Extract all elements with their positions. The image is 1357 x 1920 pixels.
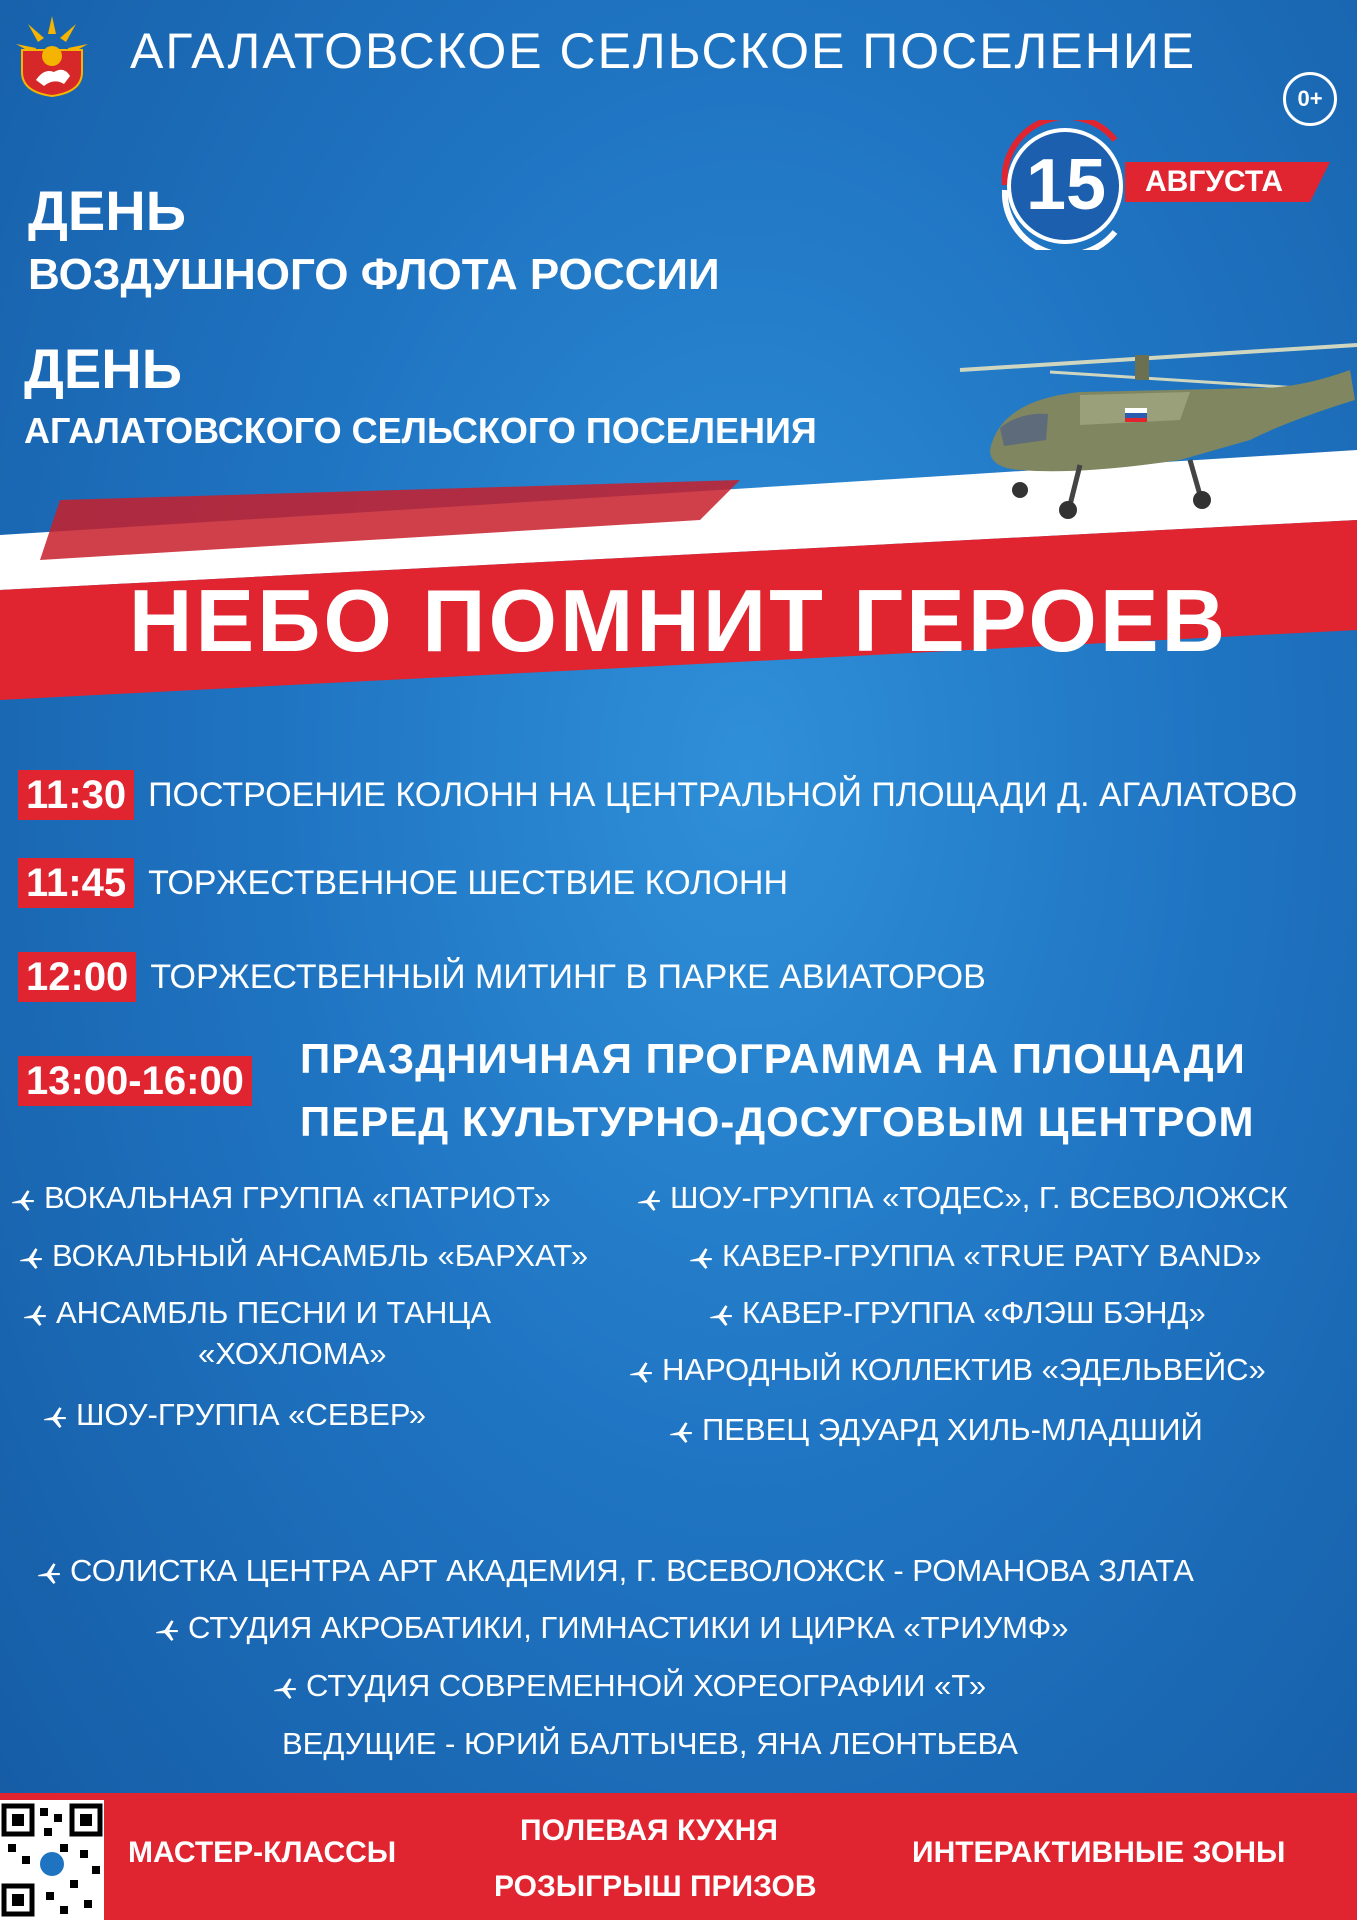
airplane-icon bbox=[10, 1185, 36, 1211]
hosts-label: ВЕДУЩИЕ - ЮРИЙ БАЛТЫЧЕВ, ЯНА ЛЕОНТЬЕВА bbox=[282, 1726, 1018, 1761]
performer-item bbox=[272, 1668, 986, 1704]
schedule-event: ПОСТРОЕНИЕ КОЛОНН НА ЦЕНТРАЛЬНОЙ ПЛОЩАДИ Д. АГАЛАТОВО bbox=[148, 775, 1298, 814]
performer-label: «ХОХЛОМА» bbox=[198, 1336, 387, 1371]
footer-item-field-kitchen: ПОЛЕВАЯ КУХНЯ bbox=[520, 1814, 778, 1847]
program-time-row bbox=[18, 1056, 252, 1106]
date-badge bbox=[985, 120, 1335, 250]
airplane-icon bbox=[636, 1185, 662, 1211]
performer-item bbox=[688, 1238, 1261, 1274]
schedule-event: ТОРЖЕСТВЕННОЕ ШЕСТВИЕ КОЛОНН bbox=[148, 863, 789, 902]
program-time: 13:00-16:00 bbox=[18, 1056, 252, 1106]
airplane-icon bbox=[272, 1673, 298, 1699]
performer-label: СТУДИЯ СОВРЕМЕННОЙ ХОРЕОГРАФИИ «Т» bbox=[306, 1668, 987, 1703]
date-month: АВГУСТА bbox=[1145, 165, 1284, 198]
footer-item-prize-draw: РОЗЫГРЫШ ПРИЗОВ bbox=[494, 1870, 817, 1903]
performer-item bbox=[42, 1397, 426, 1433]
airplane-icon bbox=[668, 1417, 694, 1443]
schedule-row bbox=[18, 952, 986, 1002]
slogan: НЕБО ПОМНИТ ГЕРОЕВ bbox=[128, 571, 1229, 670]
performer-label: ПЕВЕЦ ЭДУАРД ХИЛЬ-МЛАДШИЙ bbox=[702, 1412, 1203, 1447]
performer-label: ВОКАЛЬНЫЙ АНСАМБЛЬ «БАРХАТ» bbox=[52, 1238, 589, 1273]
airplane-icon bbox=[708, 1300, 734, 1326]
performer-item bbox=[668, 1412, 1203, 1448]
title-line-4: АГАЛАТОВСКОГО СЕЛЬСКОГО ПОСЕЛЕНИЯ bbox=[24, 410, 817, 451]
airplane-icon bbox=[154, 1615, 180, 1641]
performer-item bbox=[636, 1180, 1288, 1216]
coat-of-arms-icon bbox=[14, 14, 90, 98]
performer-label: ВОКАЛЬНАЯ ГРУППА «ПАТРИОТ» bbox=[44, 1180, 551, 1215]
qr-code-icon[interactable] bbox=[0, 1800, 104, 1920]
performer-item bbox=[708, 1295, 1206, 1331]
schedule-event: ТОРЖЕСТВЕННЫЙ МИТИНГ В ПАРКЕ АВИАТОРОВ bbox=[150, 957, 986, 996]
schedule-time: 11:30 bbox=[18, 770, 134, 820]
schedule-time: 11:45 bbox=[18, 858, 134, 908]
footer-item-interactive-zones: ИНТЕРАКТИВНЫЕ ЗОНЫ bbox=[912, 1836, 1286, 1869]
performer-item-continued bbox=[198, 1336, 386, 1372]
performer-item bbox=[154, 1610, 1068, 1646]
title-line-1: ДЕНЬ bbox=[28, 179, 186, 242]
airplane-icon bbox=[22, 1300, 48, 1326]
airplane-icon bbox=[628, 1357, 654, 1383]
performer-label: КАВЕР-ГРУППА «ФЛЭШ БЭНД» bbox=[742, 1295, 1206, 1330]
settlement-title: АГАЛАТОВСКОЕ СЕЛЬСКОЕ ПОСЕЛЕНИЕ bbox=[130, 23, 1197, 79]
program-title-line-2: ПЕРЕД КУЛЬТУРНО-ДОСУГОВЫМ ЦЕНТРОМ bbox=[300, 1098, 1255, 1145]
schedule-row bbox=[18, 770, 1297, 820]
airplane-icon bbox=[18, 1243, 44, 1269]
performer-label: СТУДИЯ АКРОБАТИКИ, ГИМНАСТИКИ И ЦИРКА «ТРИУМФ» bbox=[188, 1610, 1069, 1645]
performer-label: АНСАМБЛЬ ПЕСНИ И ТАНЦА bbox=[56, 1295, 492, 1330]
title-line-2: ВОЗДУШНОГО ФЛОТА РОССИИ bbox=[28, 250, 720, 299]
schedule-time: 12:00 bbox=[18, 952, 136, 1002]
performer-item bbox=[22, 1295, 491, 1331]
airplane-icon bbox=[36, 1558, 62, 1584]
performer-item bbox=[36, 1553, 1194, 1589]
program-title-line-1: ПРАЗДНИЧНАЯ ПРОГРАММА НА ПЛОЩАДИ bbox=[300, 1035, 1246, 1082]
date-day: 15 bbox=[1025, 145, 1107, 225]
performer-label: ШОУ-ГРУППА «ТОДЕС», Г. ВСЕВОЛОЖСК bbox=[670, 1180, 1288, 1215]
performer-label: СОЛИСТКА ЦЕНТРА АРТ АКАДЕМИЯ, Г. ВСЕВОЛОЖСК - РОМАНОВА ЗЛАТА bbox=[70, 1553, 1194, 1588]
performer-item bbox=[18, 1238, 588, 1274]
performer-label: НАРОДНЫЙ КОЛЛЕКТИВ «ЭДЕЛЬВЕЙС» bbox=[662, 1352, 1266, 1387]
helicopter-icon bbox=[930, 300, 1357, 530]
performer-item bbox=[628, 1352, 1266, 1388]
performer-label: КАВЕР-ГРУППА «TRUE PATY BAND» bbox=[722, 1238, 1262, 1273]
footer-item-masterclasses: МАСТЕР-КЛАССЫ bbox=[128, 1836, 397, 1869]
performer-item bbox=[10, 1180, 551, 1216]
schedule-row bbox=[18, 858, 788, 908]
airplane-icon bbox=[688, 1243, 714, 1269]
performer-label: ШОУ-ГРУППА «СЕВЕР» bbox=[76, 1397, 427, 1432]
age-rating-badge: 0+ bbox=[1283, 72, 1337, 126]
title-line-3: ДЕНЬ bbox=[24, 337, 182, 400]
hosts bbox=[282, 1726, 1018, 1762]
airplane-icon bbox=[42, 1402, 68, 1428]
